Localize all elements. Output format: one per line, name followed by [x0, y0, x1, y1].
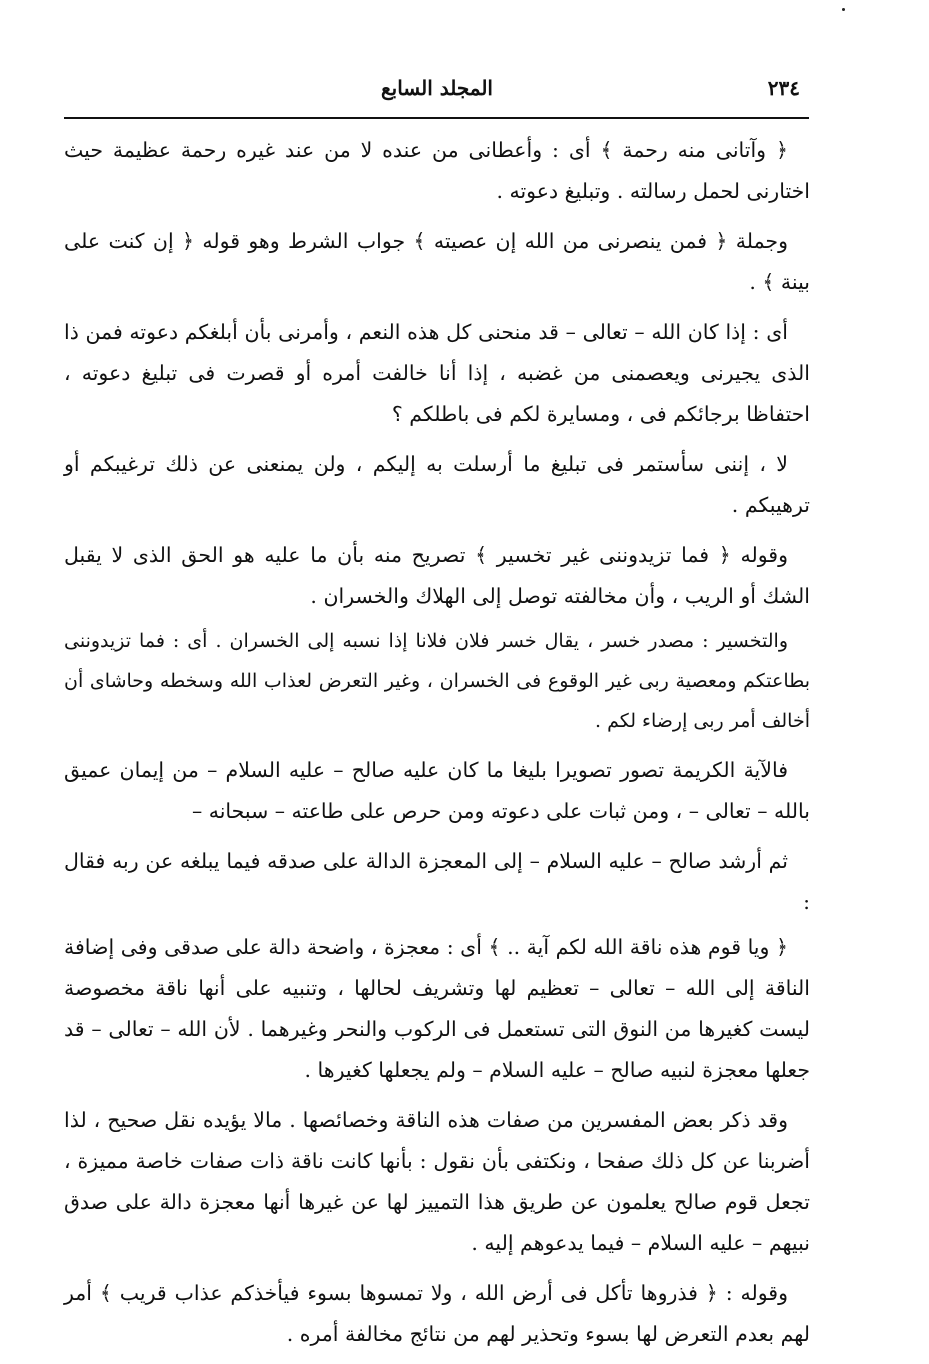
paragraph-condition: وجملة ﴿ فمن ينصرنى من الله إن عصيته ﴾ جواب الشرط وهو قوله ﴿ إن كنت على بينة ﴾ .: [64, 229, 810, 294]
paragraph-miracle-intro: ثم أرشد صالح – عليه السلام – إلى المعجزة الدالة على صدقه فيما يبلغه عن ربه فقال :: [64, 849, 810, 914]
page-header: [66, 72, 808, 112]
page-number: ٢٣٤: [767, 76, 800, 100]
paragraph-leave-her: وقوله : ﴿ فذروها تأكل فى أرض الله ، ولا تمسوها بسوء فيأخذكم عذاب قريب ﴾ أمر لهم بعدم التعرض لها بسوء وتحذير لهم من نتائج مخالفة أمره .: [64, 1281, 810, 1346]
paragraph-mercy: ﴿ وآتانى منه رحمة ﴾ أى : وأعطانى من عنده لا من عند غيره رحمة عظيمة حيث اختارنى لحمل رسالته . وتبليغ دعوته .: [64, 138, 810, 203]
header-rule: [64, 117, 809, 119]
speck-mark: [842, 8, 845, 11]
paragraph-commentators: وقد ذكر بعض المفسرين من صفات هذه الناقة وخصائصها . مالا يؤيده نقل صحيح ، لذا أضربنا عن كل ذلك صفحا ، ونكتفى بأن نقول : بأنها كانت ناقة ذات صفات خاصة مميزة ، تجعل قوم صالح يعلمون عن طريق هذا التمييز لها عن غيرها أنها معجزة دالة على صدق نبيهم – عليه السلام – فيما يدعوهم إليه .: [64, 1108, 810, 1255]
running-title: المجلد السابع: [380, 76, 493, 100]
paragraph-she-camel: ﴿ ويا قوم هذه ناقة الله لكم آية .. ﴾ أى : معجزة ، واضحة دالة على صدقى وفى إضافة الناقة إلى الله – تعالى – تعظيم لها وتشريف لحالها ، وتنبيه على أنها ناقة مخصوصة ليست كغيرها من النوق التى تستعمل فى الركوب والنحر وغيرهما . لأن الله – تعالى – قد جعلها معجزة لنبيه صالح – عليه السلام – ولم يجعلها كغيرها .: [64, 935, 810, 1082]
paragraph-meaning: أى : إذا كان الله – تعالى – قد منحنى كل هذه النعم ، وأمرنى بأن أبلغكم دعوته فمن ذا الذى يجيرنى ويعصمنى من غضبه ، إذا أنا خالفت أمره أو قصرت فى تبليغ دعوته ، احتفاظا برجائكم فى ، ومسايرة لكم فى باطلكم ؟: [64, 320, 810, 426]
paragraph-persistence: لا ، إننى سأستمر فى تبليغ ما أرسلت به إليكم ، ولن يمنعنى عن ذلك ترغيبكم أو ترهيبكم .: [64, 452, 810, 517]
paragraph-takhsir-verse: وقوله ﴿ فما تزيدوننى غير تخسير ﴾ تصريح منه بأن ما عليه هو الحق الذى لا يقبل الشك أو الريب ، وأن مخالفته توصل إلى الهلاك والخسران .: [64, 543, 810, 608]
paragraph-verse-summary: فالآية الكريمة تصور تصويرا بليغا ما كان عليه صالح – عليه السلام – من إيمان عميق بالله – تعالى – ، ومن ثبات على دعوته ومن حرص على طاعته – سبحانه –: [64, 758, 810, 823]
page-body: [64, 130, 810, 1364]
paragraph-takhsir-definition: والتخسير : مصدر خسر ، يقال خسر فلان فلانا إذا نسبه إلى الخسران . أى : فما تزيدوننى بطاعتكم ومعصية ربى غير الوقوع فى الخسران ، وغير التعرض لعذاب الله وسخطه وحاشاى أن أخالف أمر ربى إرضاء لكم .: [64, 630, 810, 732]
